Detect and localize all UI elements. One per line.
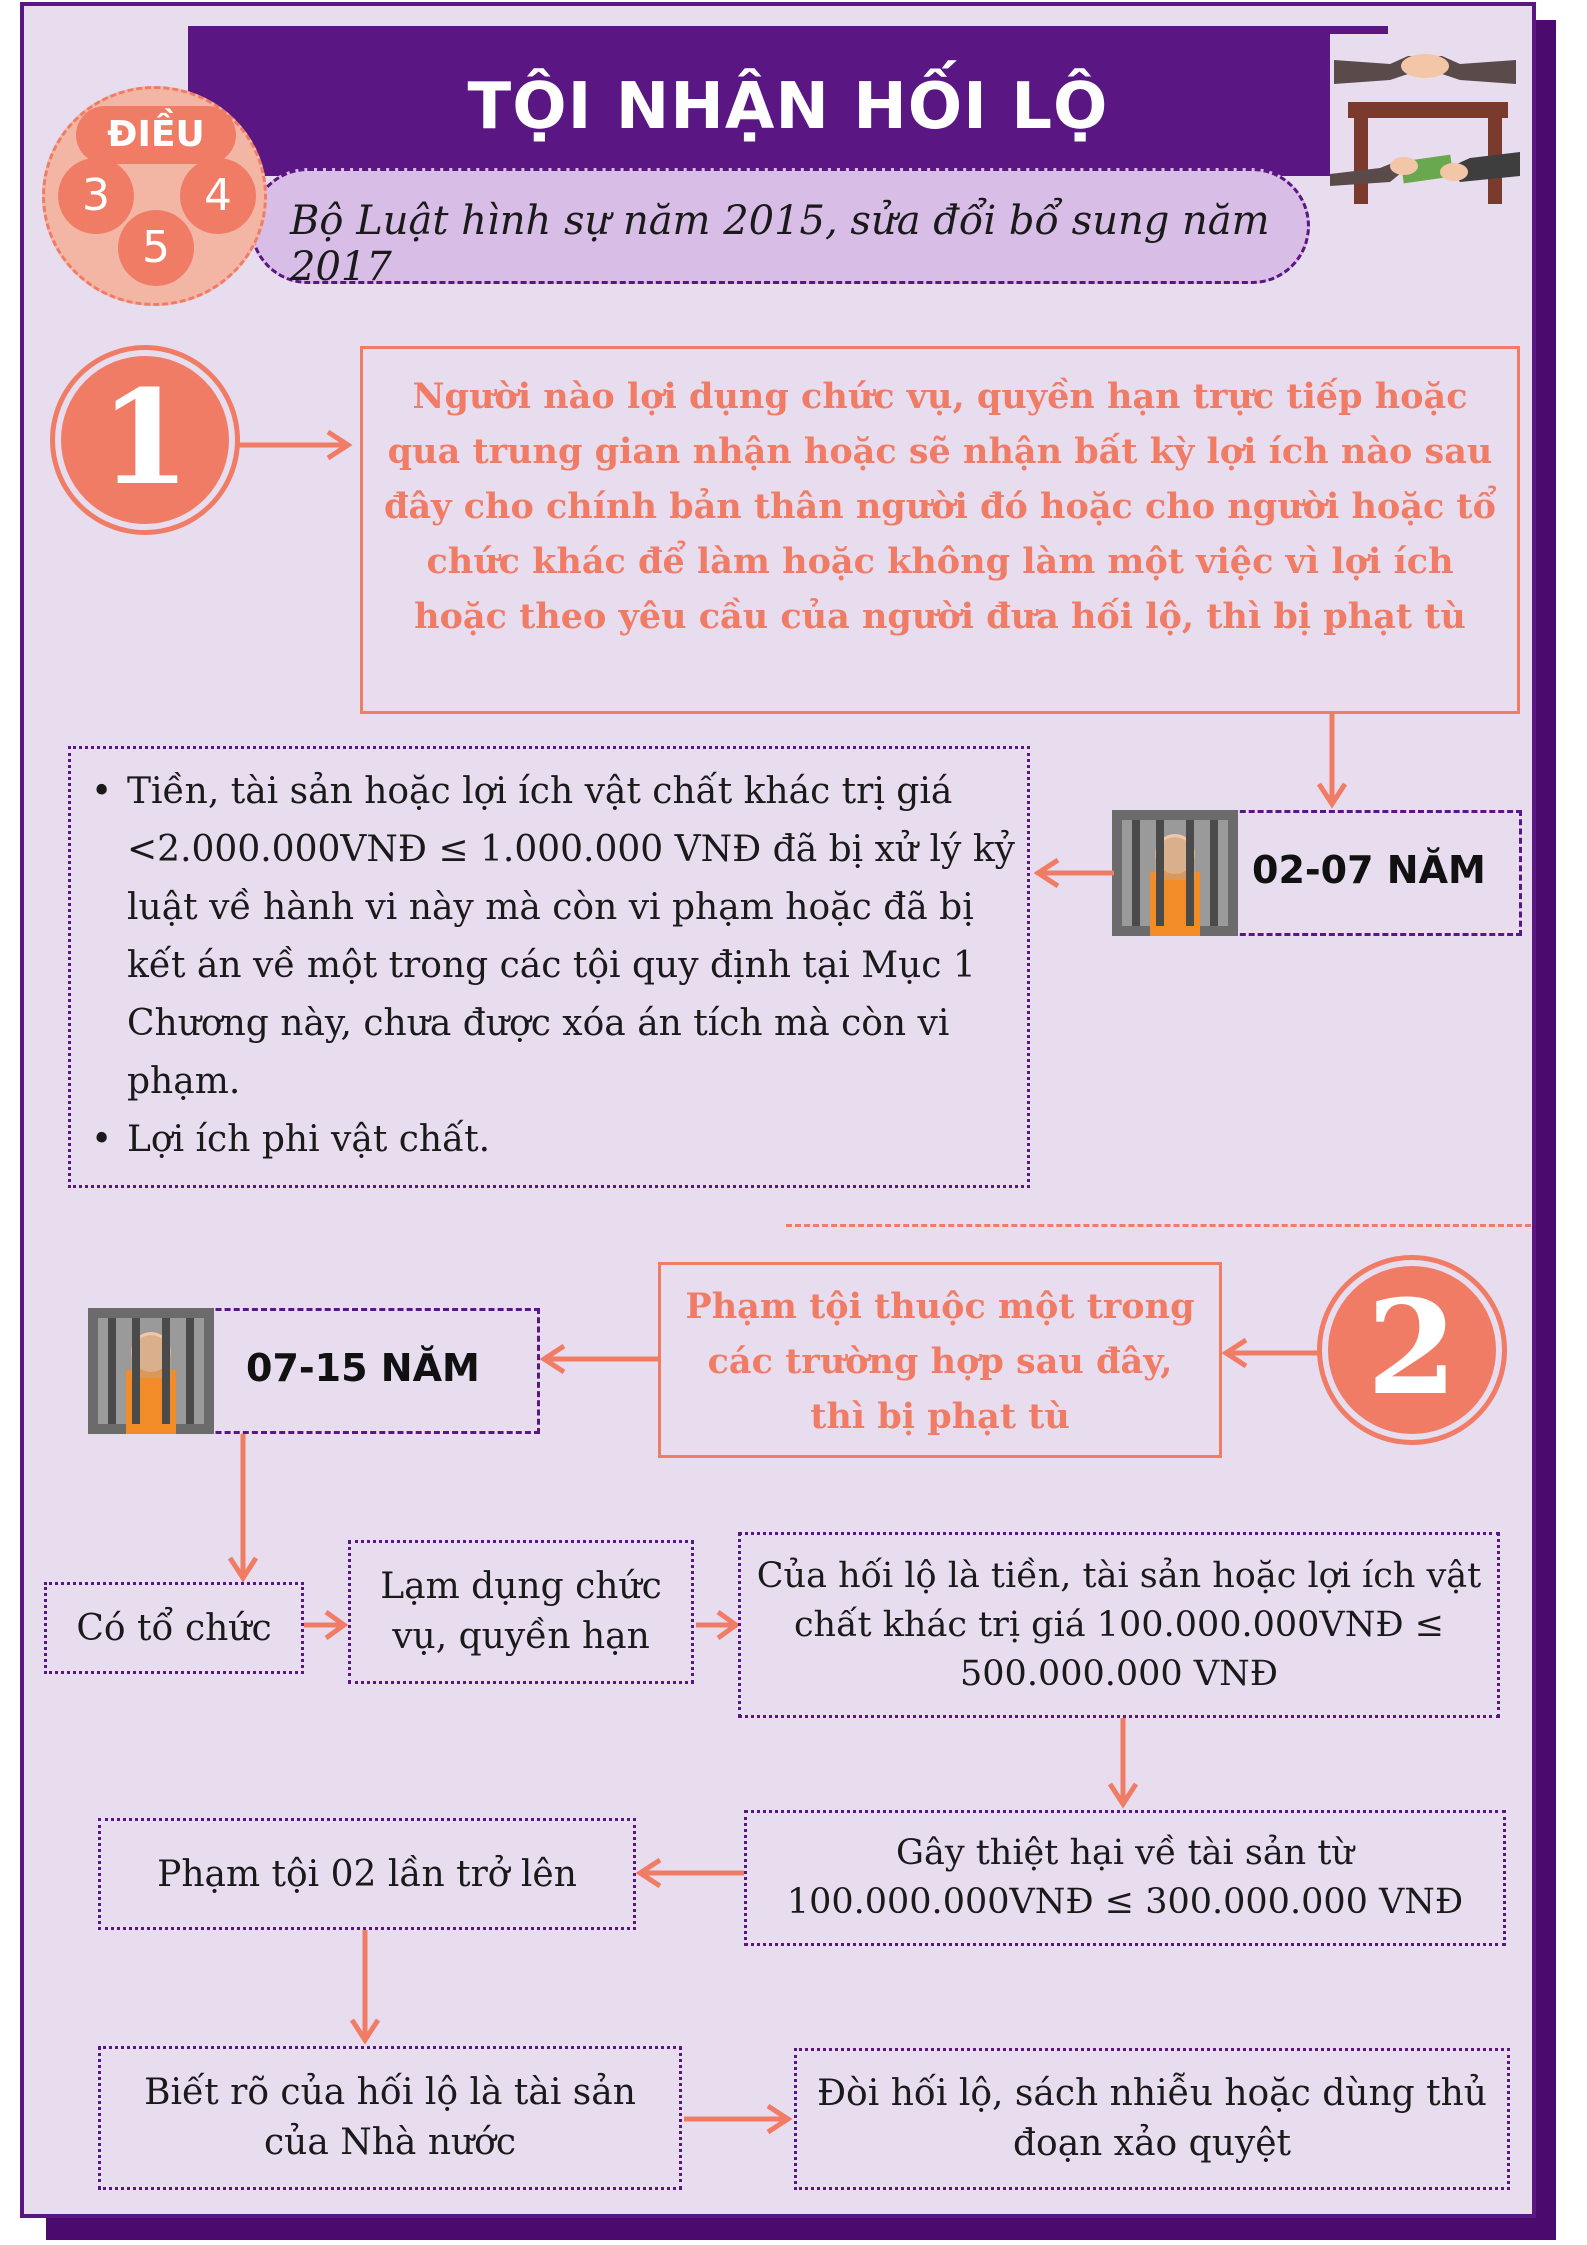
- clause-2-description: Phạm tội thuộc một trong các trường hợp sau đây, thì bị phạt tù: [658, 1262, 1222, 1458]
- clause-1-conditions: [68, 746, 1030, 1188]
- bullet: •: [91, 771, 113, 812]
- section-divider: [786, 1224, 1531, 1227]
- case-bribe-value: Của hối lộ là tiền, tài sản hoặc lợi ích vật chất khác trị giá 100.000.000VNĐ ≤ 500.000.000 VNĐ: [738, 1532, 1500, 1718]
- prison-bars-icon: [88, 1308, 214, 1434]
- arrow-left-icon: [636, 1858, 744, 1888]
- arrow-down-icon: [1108, 1718, 1138, 1810]
- article-digit: 4: [180, 158, 256, 234]
- clause-1-number: 1: [55, 350, 235, 530]
- arrow-down-icon: [228, 1434, 258, 1584]
- case-repeat: Phạm tội 02 lần trở lên: [98, 1818, 636, 1930]
- arrow-left-icon: [1222, 1338, 1322, 1368]
- prison-bars-icon: [1112, 810, 1238, 936]
- arrow-right-icon: [236, 430, 356, 460]
- page-title: TỘI NHẬN HỐI LỘ: [467, 70, 1109, 144]
- article-digit: 3: [58, 158, 134, 234]
- condition-text: Lợi ích phi vật chất.: [127, 1119, 491, 1160]
- bullet: •: [91, 1119, 113, 1160]
- case-extortion: Đòi hối lộ, sách nhiễu hoặc dùng thủ đoạn xảo quyệt: [794, 2048, 1510, 2190]
- list-item: [91, 763, 1017, 1111]
- arrow-right-icon: [696, 1610, 740, 1640]
- case-damage: Gây thiệt hại về tài sản từ 100.000.000VNĐ ≤ 300.000.000 VNĐ: [744, 1810, 1506, 1946]
- page-subtitle: Bộ Luật hình sự năm 2015, sửa đổi bổ sung năm 2017: [290, 198, 1270, 290]
- arrow-right-icon: [304, 1610, 348, 1640]
- case-abuse-power: Lạm dụng chức vụ, quyền hạn: [348, 1540, 694, 1684]
- arrow-left-icon: [1034, 858, 1114, 888]
- arrow-left-icon: [540, 1344, 658, 1374]
- clause-1-description: Người nào lợi dụng chức vụ, quyền hạn trực tiếp hoặc qua trung gian nhận hoặc sẽ nhận bất kỳ lợi ích nào sau đây cho chính bản thân người đó hoặc cho người hoặc tổ chức khác để làm hoặc không làm một việc vì lợi ích hoặc theo yêu cầu của người đưa hối lộ, thì bị phạt tù: [360, 346, 1520, 714]
- clause-2-number: 2: [1322, 1260, 1502, 1440]
- case-state-property: Biết rõ của hối lộ là tài sản của Nhà nước: [98, 2046, 682, 2190]
- handshake-bribe-icon: [1330, 34, 1520, 214]
- arrow-down-icon: [1317, 714, 1347, 810]
- penalty-text: 02-07 NĂM: [1252, 848, 1486, 892]
- arrow-down-icon: [350, 1930, 380, 2046]
- article-digit: 5: [118, 210, 194, 286]
- list-item: [91, 1111, 1017, 1169]
- article-badge-label: ĐIỀU: [76, 106, 236, 164]
- arrow-right-icon: [684, 2104, 794, 2134]
- penalty-text: 07-15 NĂM: [246, 1346, 480, 1390]
- condition-text: Tiền, tài sản hoặc lợi ích vật chất khác trị giá <2.000.000VNĐ ≤ 1.000.000 VNĐ đã bị xử lý kỷ luật về hành vi này mà còn vi phạm hoặc đã bị kết án về một trong các tội quy định tại Mục 1 Chương này, chưa được xóa án tích mà còn vi phạm.: [127, 771, 1015, 1102]
- case-organized: Có tổ chức: [44, 1582, 304, 1674]
